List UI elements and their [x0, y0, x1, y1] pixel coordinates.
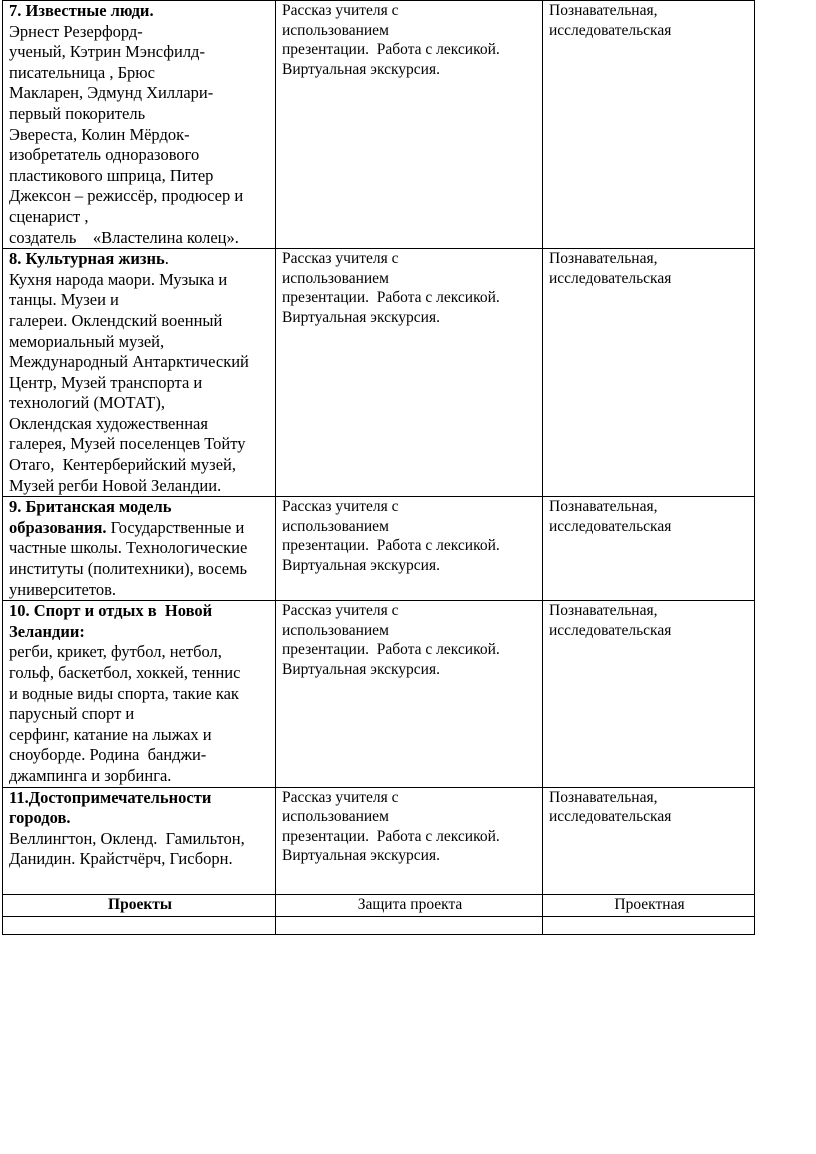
topic-line: изобретатель одноразового: [9, 145, 200, 165]
topic-line: галерея, Музей поселенцев Тойту: [9, 434, 246, 454]
table-row: [3, 497, 755, 601]
topic-title-continued: городов.: [9, 808, 71, 828]
projects-label: Проекты: [3, 894, 276, 916]
type-line: Познавательная,: [549, 788, 658, 806]
topic-line: танцы. Музеи и: [9, 290, 119, 310]
empty-cell: [3, 916, 276, 934]
method-line: Рассказ учителя с: [282, 498, 399, 516]
activity-type-cell: [543, 601, 755, 787]
empty-cell: [543, 916, 755, 934]
type-line: исследовательская: [549, 269, 672, 287]
topic-cell: [3, 497, 276, 601]
method-line: презентации. Работа с лексикой.: [282, 641, 500, 659]
method-cell: [276, 1, 543, 249]
projects-row: [3, 894, 755, 916]
activity-type-cell: [543, 1, 755, 249]
table-row: [3, 249, 755, 497]
method-cell: [276, 787, 543, 894]
method-cell: [276, 497, 543, 601]
topic-cell: [3, 1, 276, 249]
table-row: [3, 601, 755, 787]
method-line: Виртуальная экскурсия.: [282, 60, 440, 78]
method-line: презентации. Работа с лексикой.: [282, 41, 500, 58]
topic-line: и водные виды спорта, такие как: [9, 683, 239, 703]
method-line: презентации. Работа с лексикой.: [282, 537, 500, 555]
method-line: презентации. Работа с лексикой.: [282, 827, 500, 845]
topic-line: писательница , Брюс: [9, 62, 155, 82]
topic-title-suffix: Государственные и: [106, 517, 245, 537]
method-line: Рассказ учителя с: [282, 602, 399, 620]
type-line: Познавательная,: [549, 602, 658, 620]
topic-line: Оклендская художественная: [9, 413, 208, 433]
topic-line: технологий (МОТАТ),: [9, 393, 165, 413]
topic-line: сноуборде. Родина банджи-: [9, 745, 207, 765]
topic-line: Центр, Музей транспорта и: [9, 372, 203, 392]
topic-cell: [3, 249, 276, 497]
topic-line: частные школы. Технологические: [9, 538, 248, 558]
method-line: Виртуальная экскурсия.: [282, 660, 440, 678]
projects-type: Проектная: [543, 894, 755, 916]
method-line: Рассказ учителя с: [282, 2, 399, 19]
method-line: использованием: [282, 517, 389, 535]
topic-line: Данидин. Крайстчёрч, Гисборн.: [9, 849, 233, 869]
type-line: Познавательная,: [549, 498, 658, 516]
type-line: Познавательная,: [549, 2, 658, 19]
method-line: использованием: [282, 621, 389, 639]
topic-line: Международный Антарктический: [9, 352, 249, 372]
method-line: Рассказ учителя с: [282, 788, 399, 806]
topic-title: 11.Достопримечательности: [9, 787, 212, 807]
topic-line: создатель «Властелина колец».: [9, 227, 239, 247]
method-cell: [276, 601, 543, 787]
topic-line: первый покоритель: [9, 103, 146, 123]
topic-line: серфинг, катание на лыжах и: [9, 724, 212, 744]
topic-title-continued: Зеландии:: [9, 621, 85, 641]
method-line: использованием: [282, 808, 389, 826]
method-line: использованием: [282, 269, 389, 287]
topic-line: сценарист ,: [9, 206, 89, 226]
topic-line: джампинга и зорбинга.: [9, 766, 172, 785]
topic-line: Музей регби Новой Зеландии.: [9, 475, 222, 495]
topic-line: институты (политехники), восемь: [9, 559, 248, 579]
topic-line: гольф, баскетбол, хоккей, теннис: [9, 663, 241, 683]
topic-line: ученый, Кэтрин Мэнсфилд-: [9, 42, 205, 62]
projects-method: Защита проекта: [276, 894, 543, 916]
table-row: [3, 787, 755, 894]
topic-line: Джексон – режиссёр, продюсер и: [9, 186, 244, 206]
topic-cell: [3, 601, 276, 787]
method-line: Виртуальная экскурсия.: [282, 308, 440, 326]
method-line: презентации. Работа с лексикой.: [282, 289, 500, 307]
method-cell: [276, 249, 543, 497]
topic-title-continued: образования.: [9, 517, 107, 537]
type-line: исследовательская: [549, 808, 672, 826]
topic-line: университетов.: [9, 579, 117, 599]
activity-type-cell: [543, 787, 755, 894]
type-line: исследовательская: [549, 21, 672, 39]
topic-line: парусный спорт и: [9, 704, 135, 724]
activity-type-cell: [543, 497, 755, 601]
type-line: Познавательная,: [549, 250, 658, 268]
empty-row: [3, 916, 755, 934]
topic-title: 9. Британская модель: [9, 497, 172, 517]
topic-line: Эвереста, Колин Мёрдок-: [9, 124, 190, 144]
topic-title: 10. Спорт и отдых в Новой: [9, 601, 213, 621]
type-line: исследовательская: [549, 517, 672, 535]
method-line: Рассказ учителя с: [282, 250, 399, 268]
type-line: исследовательская: [549, 621, 672, 639]
topic-title: 8. Культурная жизнь: [9, 249, 165, 269]
topic-cell: [3, 787, 276, 894]
topic-title: 7. Известные люди.: [9, 1, 154, 20]
topic-line: Макларен, Эдмунд Хиллари-: [9, 83, 214, 103]
topic-line: Кухня народа маори. Музыка и: [9, 269, 228, 289]
topic-line: Веллингтон, Окленд. Гамильтон,: [9, 828, 245, 848]
lesson-plan-table: [2, 0, 755, 935]
empty-cell: [276, 916, 543, 934]
table-row: [3, 1, 755, 249]
topic-line: галереи. Оклендский военный: [9, 310, 223, 330]
topic-line: регби, крикет, футбол, нетбол,: [9, 642, 222, 662]
method-line: использованием: [282, 21, 389, 39]
topic-title-suffix: .: [164, 249, 169, 269]
topic-line: Эрнест Резерфорд-: [9, 21, 143, 41]
method-line: Виртуальная экскурсия.: [282, 556, 440, 574]
method-line: Виртуальная экскурсия.: [282, 847, 440, 865]
topic-line: пластикового шприца, Питер: [9, 165, 214, 185]
topic-line: Отаго, Кентерберийский музей,: [9, 455, 236, 475]
topic-line: мемориальный музей,: [9, 331, 165, 351]
activity-type-cell: [543, 249, 755, 497]
